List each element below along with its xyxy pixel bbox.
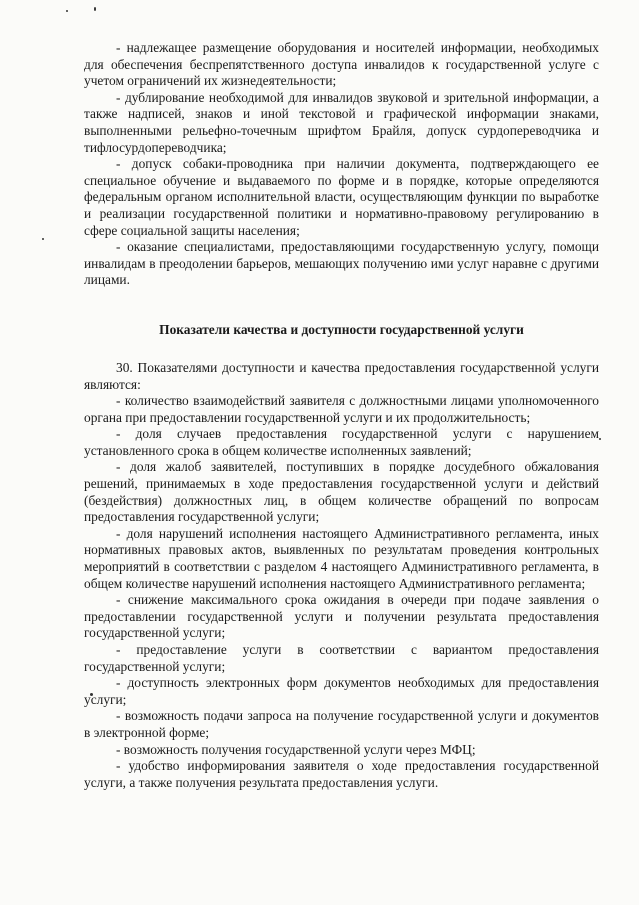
scan-speck bbox=[42, 238, 44, 240]
paragraph: - доля жалоб заявителей, поступивших в порядке досудебного обжалования решений, принимаемых в ходе предоставления государственной услуги и действий (бездействия) должностных лиц, в общем количестве обращений по вопросам предоставления государственной услуги; bbox=[84, 459, 599, 525]
scan-speck bbox=[94, 7, 96, 11]
paragraph: - оказание специалистами, предоставляющими государственную услугу, помощи инвалидам в преодолении барьеров, мешающих получению ими услуг наравне с другими лицами. bbox=[84, 239, 599, 288]
scan-speck bbox=[66, 10, 68, 12]
section-heading: Показатели качества и доступности государственной услуги bbox=[159, 321, 524, 337]
paragraph: - возможность получения государственной услуги через МФЦ; bbox=[116, 741, 476, 757]
paragraph: 30. Показателями доступности и качества предоставления государственной услуги являются: bbox=[84, 359, 599, 392]
paragraph: - доля случаев предоставления государственной услуги с нарушением установленного срока в общем количестве исполненных заявлений; bbox=[84, 426, 599, 458]
paragraph: - доля нарушений исполнения настоящего Административного регламента, иных нормативных правовых актов, выявленных по результатам проведения контрольных мероприятий в соответствии с разделом 4 настоящего Административного регламента, в общем количестве нарушений исполнения настоящего Административного регламента; bbox=[84, 525, 599, 591]
paragraph: - допуск собаки-проводника при наличии документа, подтверждающего ее специальное обучение и выдаваемого по форме и в порядке, которые определяются федеральным органом исполнительной власти, осуществляющим функции по выработке и реализации государственной политики и нормативно-правовому регулированию в сфере социальной защиты населения; bbox=[84, 156, 599, 238]
paragraph: - предоставление услуги в соответствии с вариантом предоставления государственной услуги; bbox=[84, 642, 599, 674]
paragraph: - удобство информирования заявителя о ходе предоставления государственной услуги, а также получения результата предоставления услуги. bbox=[84, 758, 599, 790]
scan-speck bbox=[599, 438, 601, 440]
paragraph: - надлежащее размещение оборудования и носителей информации, необходимых для обеспечения беспрепятственного доступа инвалидов к государственной услуге с учетом ограничений их жизнедеятельности; bbox=[84, 40, 599, 89]
document-page bbox=[84, 40, 599, 791]
paragraph: - дублирование необходимой для инвалидов звуковой и зрительной информации, а также надписей, знаков и иной текстовой и графической информации знаками, выполненными рельефно-точечным шрифтом Брайля, допуск сурдопереводчика и тифлосурдопереводчика; bbox=[84, 89, 599, 155]
paragraph: - количество взаимодействий заявителя с должностными лицами уполномоченного органа при предоставлении государственной услуги и их продолжительность; bbox=[84, 393, 599, 425]
paragraph: - снижение максимального срока ожидания в очереди при подаче заявления о предоставлении государственной услуги и получении результата предоставления государственной услуги; bbox=[84, 592, 599, 641]
paragraph: - доступность электронных форм документов необходимых для предоставления услуги; bbox=[84, 675, 599, 707]
paragraph: - возможность подачи запроса на получение государственной услуги и документов в электронной форме; bbox=[84, 708, 599, 740]
